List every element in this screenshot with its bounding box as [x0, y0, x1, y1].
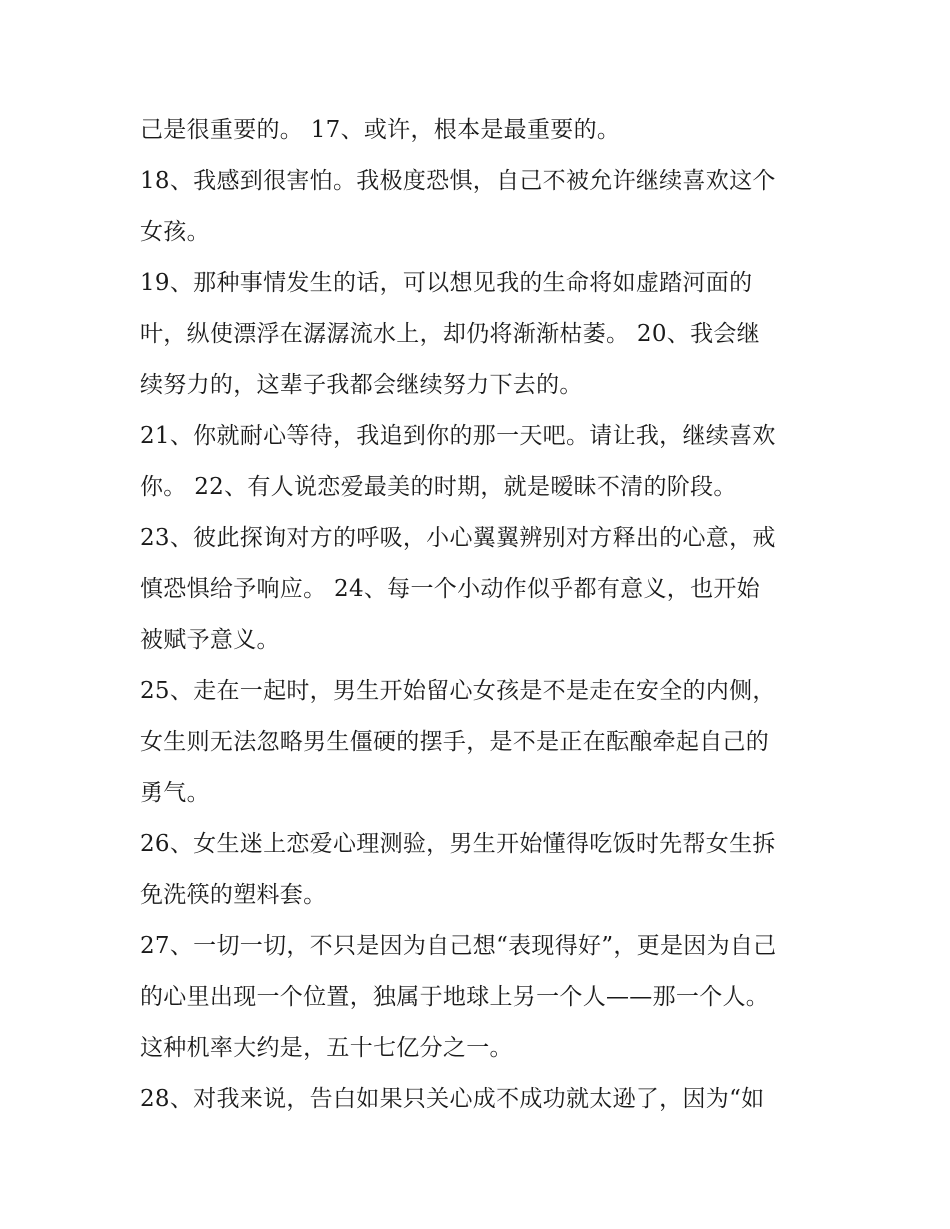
text-line: 续努力的，这辈子我都会继续努力下去的。 [140, 372, 583, 398]
text-line: 这种机率大约是，五十七亿分之一。 [140, 1035, 513, 1061]
text-line: 被赋予意义。 [140, 627, 280, 653]
text-line: 女孩。 [140, 219, 210, 245]
text-line: 21、你就耐心等待，我追到你的那一天吧。请让我，继续喜欢 [140, 423, 776, 449]
text-line: 19、那种事情发生的话，可以想见我的生命将如虚踏河面的 [140, 270, 753, 296]
text-line: 26、女生迷上恋爱心理测验，男生开始懂得吃饭时先帮女生拆 [140, 831, 776, 857]
text-line: 女生则无法忽略男生僵硬的摆手，是不是正在酝酿牵起自己的 [140, 729, 770, 755]
text-line: 慎恐惧给予响应。 24、每一个小动作似乎都有意义，也开始 [140, 576, 760, 602]
text-line: 23、彼此探询对方的呼吸，小心翼翼辨别对方释出的心意，戒 [140, 525, 776, 551]
text-line: 你。 22、有人说恋爱最美的时期，就是暧昧不清的阶段。 [140, 474, 737, 500]
text-line: 免洗筷的塑料套。 [140, 882, 327, 908]
text-line: 27、一切一切，不只是因为自己想“表现得好”，更是因为自己 [140, 933, 777, 959]
text-line: 叶，纵使漂浮在潺潺流水上，却仍将渐渐枯萎。 20、我会继 [140, 321, 760, 347]
text-line: 25、走在一起时，男生开始留心女孩是不是走在安全的内侧， [140, 678, 776, 704]
text-line: 勇气。 [140, 780, 210, 806]
text-line: 的心里出现一个位置，独属于地球上另一个人——那一个人。 [140, 984, 770, 1010]
text-line: 18、我感到很害怕。我极度恐惧，自己不被允许继续喜欢这个 [140, 168, 776, 194]
text-line: 己是很重要的。 17、或许，根本是最重要的。 [140, 117, 621, 143]
document-body [140, 105, 820, 1125]
text-line: 28、对我来说，告白如果只关心成不成功就太逊了，因为“如 [140, 1086, 765, 1112]
